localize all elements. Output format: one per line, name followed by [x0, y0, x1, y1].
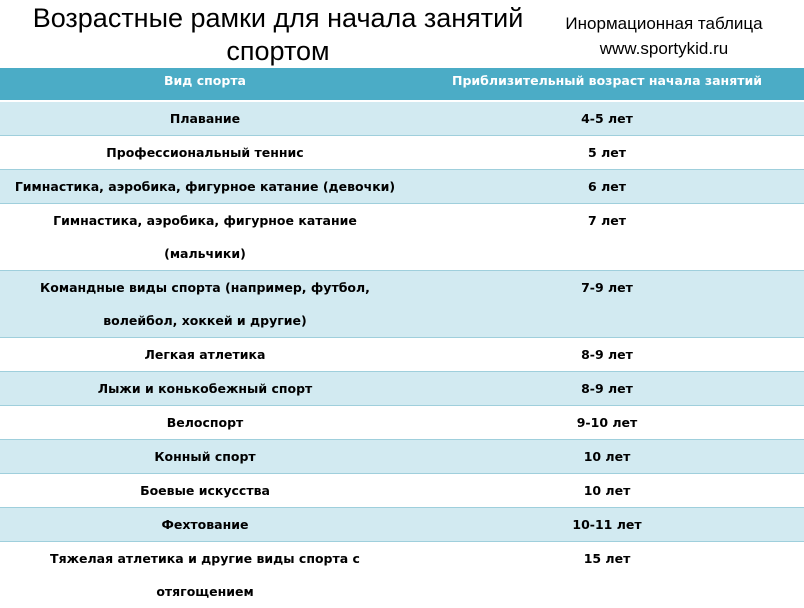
table-header-row [0, 68, 804, 101]
age-cell: 10-11 лет [410, 508, 804, 542]
sport-cell: Фехтование [0, 508, 410, 542]
age-cell: 10 лет [410, 474, 804, 508]
sport-cell-text: Командные виды спорта (например, футбол, волейбол, хоккей и другие) [22, 271, 388, 337]
age-cell: 8-9 лет [410, 372, 804, 406]
sport-cell [0, 542, 410, 608]
table-row [0, 338, 804, 372]
sport-cell: Конный спорт [0, 440, 410, 474]
table-row [0, 372, 804, 406]
sport-cell-text: Тяжелая атлетика и другие виды спорта с отягощением [30, 542, 380, 608]
age-cell: 10 лет [410, 440, 804, 474]
sport-cell: Легкая атлетика [0, 338, 410, 372]
sport-cell: Профессиональный теннис [0, 136, 410, 170]
table-row [0, 271, 804, 338]
age-cell: 4-5 лет [410, 101, 804, 136]
table-row [0, 136, 804, 170]
age-cell: 15 лет [410, 542, 804, 608]
age-cell: 7 лет [410, 204, 804, 271]
table-row [0, 474, 804, 508]
table-row [0, 440, 804, 474]
age-cell: 8-9 лет [410, 338, 804, 372]
sport-cell: Гимнастика, аэробика, фигурное катание (девочки) [0, 170, 410, 204]
sport-cell [0, 271, 410, 338]
table-row [0, 406, 804, 440]
sport-cell: Лыжи и конькобежный спорт [0, 372, 410, 406]
age-cell: 6 лет [410, 170, 804, 204]
table-row [0, 542, 804, 608]
sport-cell: Боевые искусства [0, 474, 410, 508]
age-cell: 9-10 лет [410, 406, 804, 440]
age-cell: 5 лет [410, 136, 804, 170]
sport-age-table [0, 68, 804, 608]
table-row [0, 170, 804, 204]
sport-cell-text: Гимнастика, аэробика, фигурное катание (мальчики) [40, 204, 370, 270]
info-block [548, 11, 780, 61]
table-row [0, 204, 804, 271]
age-cell: 7-9 лет [410, 271, 804, 338]
info-website: www.sportykid.ru [548, 36, 780, 61]
sport-cell: Велоспорт [0, 406, 410, 440]
sport-cell: Плавание [0, 101, 410, 136]
info-subtitle: Инормационная таблица [548, 11, 780, 36]
column-header-sport: Вид спорта [0, 68, 410, 101]
table-row [0, 101, 804, 136]
page-title: Возрастные рамки для начала занятий спортом [8, 2, 548, 68]
sport-cell [0, 204, 410, 271]
table-row [0, 508, 804, 542]
column-header-age: Приблизительный возраст начала занятий [410, 68, 804, 101]
